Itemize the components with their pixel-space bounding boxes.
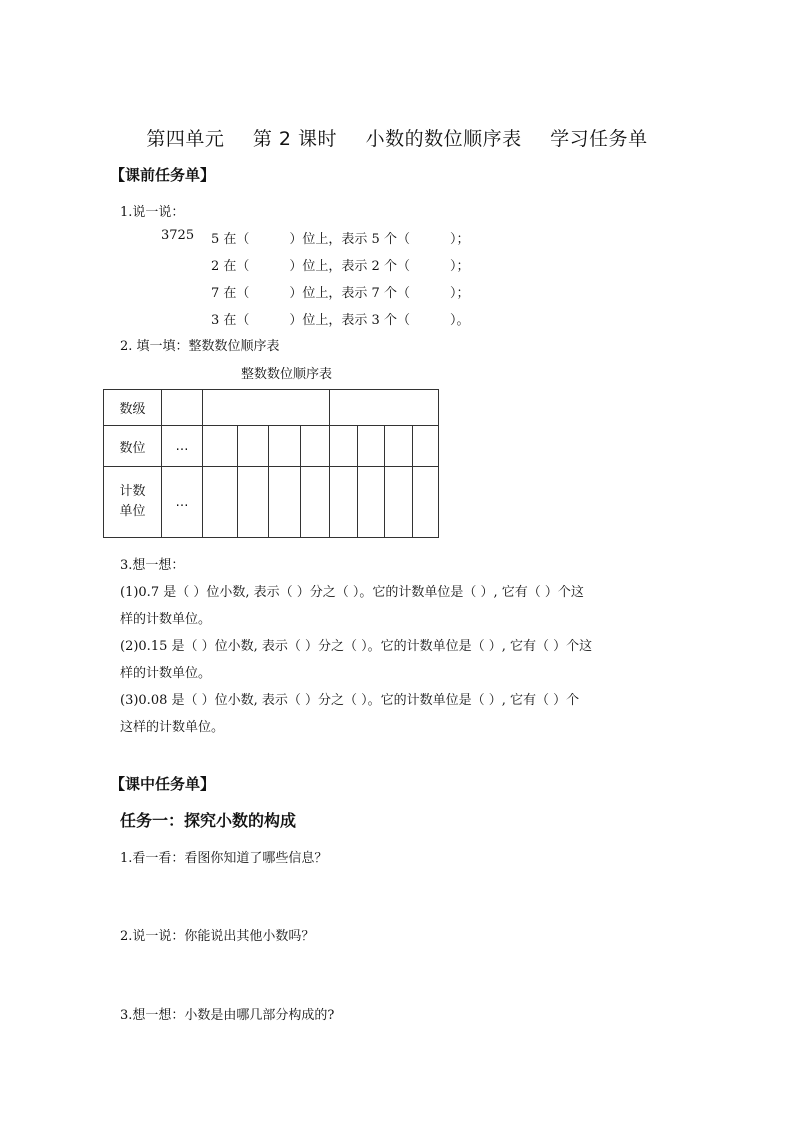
- title-topic: 小数的数位顺序表: [365, 128, 522, 150]
- q1-line: 2 在（ ）位上，表示 2 个（ ）；: [211, 259, 470, 274]
- row-label-unit: 计数单位: [104, 467, 162, 538]
- q3-item-3-line: (3)0.08 是（ ）位小数, 表示（ ）分之（ ）。它的计数单位是（ ）, 它有（ ）个: [120, 693, 580, 708]
- blank-cell[interactable]: [330, 467, 358, 538]
- blank-cell[interactable]: [203, 426, 238, 467]
- q3-item-2-line: (2)0.15 是（ ）位小数, 表示（ ）分之（ ）。它的计数单位是（ ）, 它有（ ）个这: [120, 639, 593, 654]
- blank-cell[interactable]: [162, 390, 203, 426]
- blank-cell[interactable]: [238, 426, 269, 467]
- q1-line: 3 在（ ）位上，表示 3 个（ ）。: [211, 313, 470, 328]
- q3-label: 3.想一想：: [120, 558, 185, 573]
- title-unit: 第四单元: [146, 128, 225, 150]
- q2-label: 2. 填一填：整数数位顺序表: [120, 339, 280, 354]
- blank-cell[interactable]: [238, 467, 269, 538]
- blank-cell[interactable]: [301, 467, 330, 538]
- table-title: 整数数位顺序表: [241, 367, 333, 382]
- blank-cell[interactable]: [413, 467, 439, 538]
- q3-item-2-cont: 样的计数单位。: [120, 666, 212, 681]
- blank-cell[interactable]: [385, 426, 413, 467]
- blank-cell[interactable]: [358, 426, 385, 467]
- task-q1: 1.看一看：看图你知道了哪些信息？: [120, 851, 328, 866]
- q3-item-1-line: (1)0.7 是（ ）位小数, 表示（ ）分之（ ）。它的计数单位是（ ）, 它有（ ）个这: [120, 585, 584, 600]
- blank-cell[interactable]: [385, 467, 413, 538]
- blank-cell[interactable]: [301, 426, 330, 467]
- blank-cell[interactable]: [269, 426, 301, 467]
- page-title: [0, 124, 794, 151]
- task-one-heading: 任务一：探究小数的构成: [120, 811, 297, 830]
- ellipsis: …: [162, 467, 203, 538]
- q1-label: 1.说一说：: [120, 205, 185, 220]
- ellipsis: …: [162, 426, 203, 467]
- blank-cell[interactable]: [413, 426, 439, 467]
- title-sheet: 学习任务单: [550, 128, 648, 150]
- blank-cell[interactable]: [358, 467, 385, 538]
- q3-item-1-cont: 样的计数单位。: [120, 612, 212, 627]
- blank-cell[interactable]: [330, 426, 358, 467]
- place-value-table: [103, 389, 439, 538]
- blank-cell[interactable]: [269, 467, 301, 538]
- row-label-level: 数级: [104, 390, 162, 426]
- row-label-place: 数位: [104, 426, 162, 467]
- task-q2: 2.说一说：你能说出其他小数吗？: [120, 929, 315, 944]
- q1-line: 5 在（ ）位上，表示 5 个（ ）；: [211, 232, 470, 247]
- task-q3: 3.想一想：小数是由哪几部分构成的?: [120, 1008, 335, 1023]
- in-class-heading: 【课中任务单】: [110, 775, 216, 793]
- q3-item-3-cont: 这样的计数单位。: [120, 720, 225, 735]
- blank-cell[interactable]: [203, 390, 330, 426]
- q1-line: 7 在（ ）位上，表示 7 个（ ）；: [211, 286, 470, 301]
- blank-cell[interactable]: [203, 467, 238, 538]
- title-lesson: 第 2 课时: [252, 128, 338, 150]
- blank-cell[interactable]: [330, 390, 439, 426]
- pre-class-heading: 【课前任务单】: [110, 166, 216, 184]
- q1-number: 3725: [161, 228, 195, 243]
